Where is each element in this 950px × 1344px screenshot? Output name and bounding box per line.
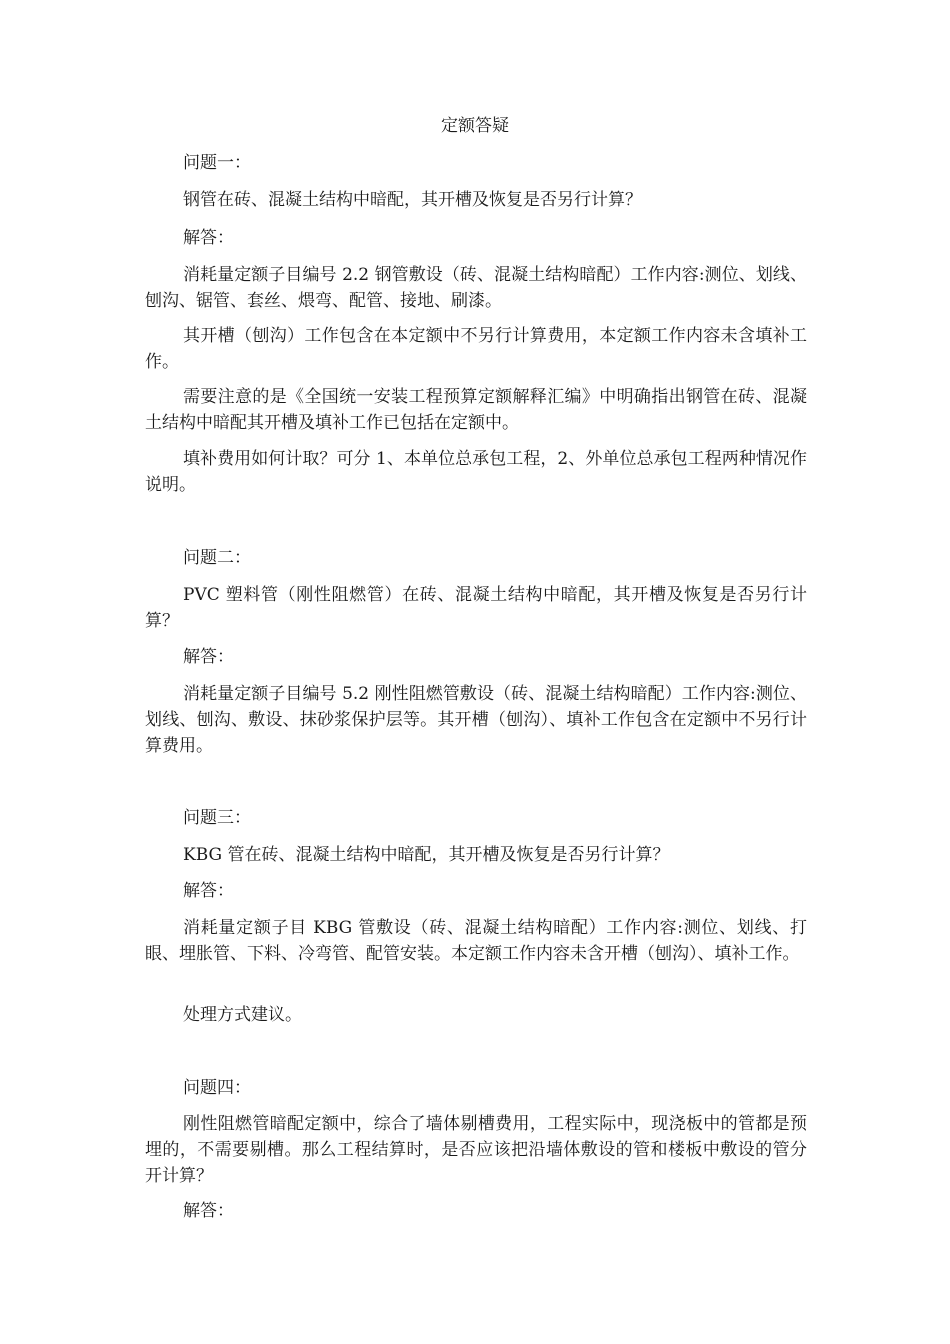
q1-answer-paragraph: 其开槽（刨沟）工作包含在本定额中不另行计算费用，本定额工作内容未含填补工作。 bbox=[145, 326, 807, 372]
q1-answer-label: 解答： bbox=[183, 228, 234, 248]
q1-question: 钢管在砖、混凝土结构中暗配，其开槽及恢复是否另行计算？ bbox=[183, 190, 642, 210]
q3-answer-label: 解答： bbox=[183, 881, 234, 901]
q2-answer-label: 解答： bbox=[183, 647, 234, 667]
q1-heading: 问题一： bbox=[183, 153, 251, 173]
q2-question: PVC 塑料管（刚性阻燃管）在砖、混凝土结构中暗配，其开槽及恢复是否另行计算？ bbox=[145, 585, 807, 631]
q4-question: 刚性阻燃管暗配定额中，综合了墙体剔槽费用，工程实际中，现浇板中的管都是预埋的，不需要剔槽。那么工程结算时，是否应该把沿墙体敷设的管和楼板中敷设的管分开计算？ bbox=[145, 1114, 807, 1186]
q1-answer-paragraph: 消耗量定额子目编号 2.2 钢管敷设（砖、混凝土结构暗配）工作内容:测位、划线、刨沟、锯管、套丝、煨弯、配管、接地、刷漆。 bbox=[145, 265, 807, 311]
q1-answer-paragraph: 需要注意的是《全国统一安装工程预算定额解释汇编》中明确指出钢管在砖、混凝土结构中暗配其开槽及填补工作已包括在定额中。 bbox=[145, 387, 807, 433]
document-title: 定额答疑 bbox=[441, 116, 509, 136]
q3-answer-paragraph: 处理方式建议。 bbox=[183, 1005, 302, 1025]
q3-question: KBG 管在砖、混凝土结构中暗配，其开槽及恢复是否另行计算？ bbox=[183, 845, 670, 865]
q3-answer-paragraph: 消耗量定额子目 KBG 管敷设（砖、混凝土结构暗配）工作内容:测位、划线、打眼、埋胀管、下料、冷弯管、配管安装。本定额工作内容未含开槽（刨沟）、填补工作。 bbox=[145, 918, 807, 964]
q4-answer-label: 解答： bbox=[183, 1201, 234, 1221]
q2-answer-paragraph: 消耗量定额子目编号 5.2 刚性阻燃管敷设（砖、混凝土结构暗配）工作内容:测位、划线、刨沟、敷设、抹砂浆保护层等。其开槽（刨沟）、填补工作包含在定额中不另行计算费用。 bbox=[145, 684, 807, 756]
q1-answer-paragraph: 填补费用如何计取？可分 1、本单位总承包工程，2、外单位总承包工程两种情况作说明。 bbox=[145, 449, 807, 495]
q2-heading: 问题二： bbox=[183, 548, 251, 568]
q3-heading: 问题三： bbox=[183, 808, 251, 828]
q4-heading: 问题四： bbox=[183, 1078, 251, 1098]
